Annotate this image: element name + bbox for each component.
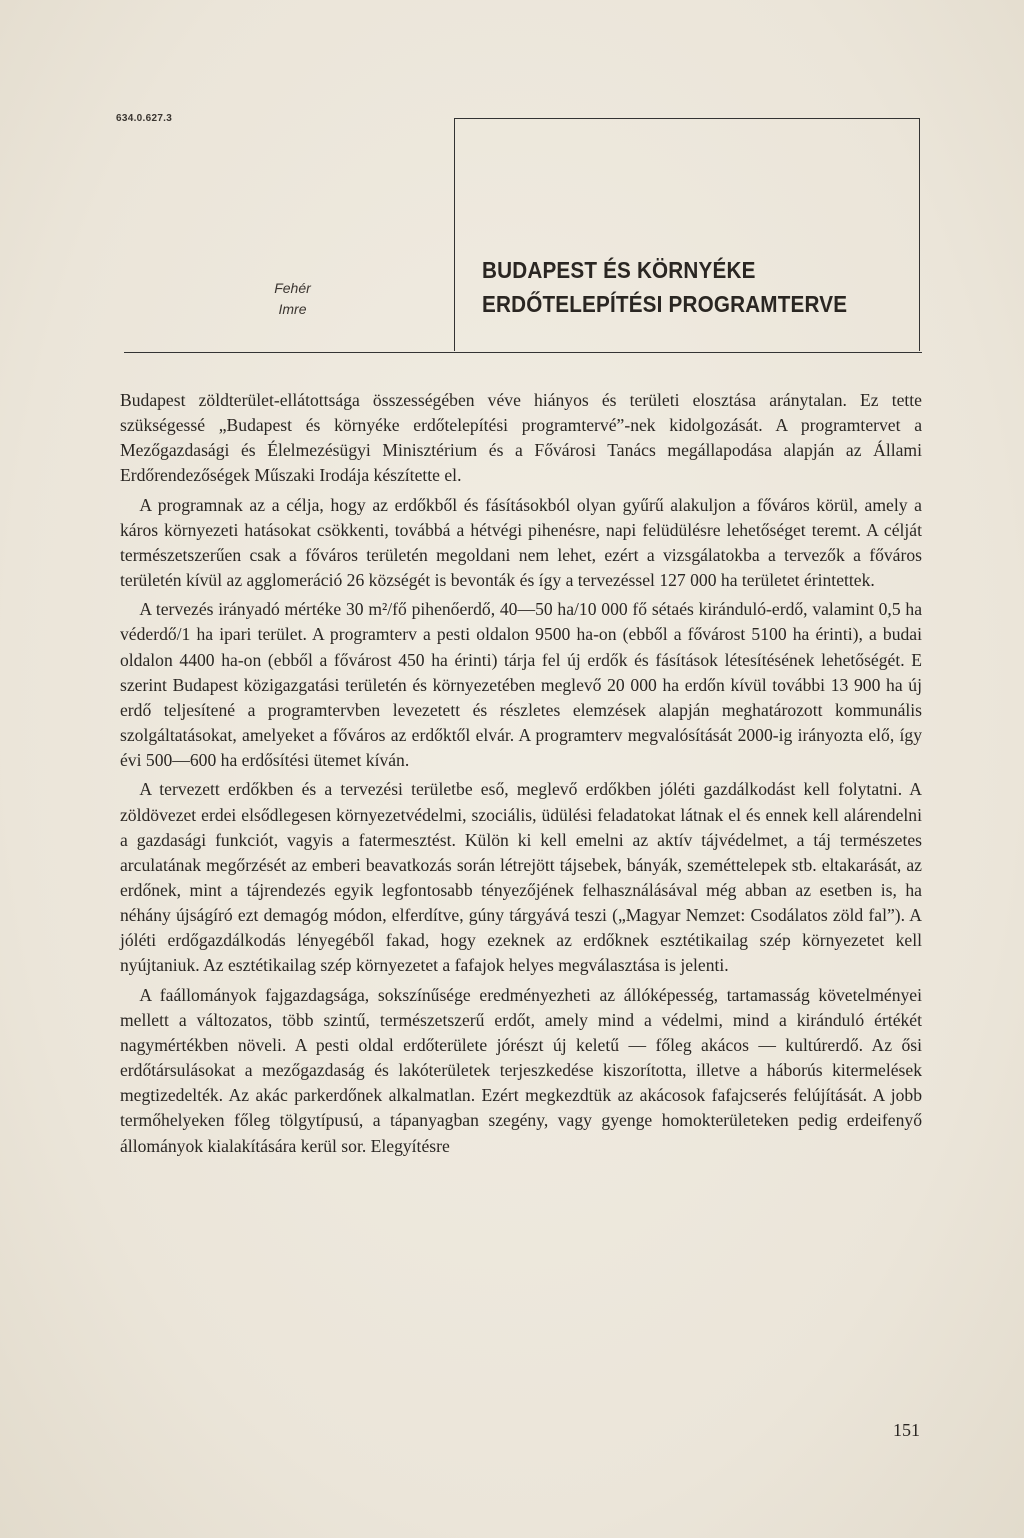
article-title-line-2: ERDŐTELEPÍTÉSI PROGRAMTERVE [482, 291, 848, 317]
paragraph: A tervezés irányadó mértéke 30 m²/fő pihenőerdő, 40—50 ha/10 000 fő sétaés kiránduló-erdő, valamint 0,5 ha véderdő/1 ha ipari terület. A programterv a pesti oldalon 9500 ha-on (ebből a fővárost 5100 ha érinti), a budai oldalon 4400 ha-on (ebből a fővárost 450 ha érinti) tárja fel új erdők és fásítások létesítésének lehetőségét. E szerint Budapest közigazgatási területén és környezetében meglevő 20 000 ha erdőn kívül további 13 900 ha új erdő teljesítené a programtervben levezetett és részletes elemzések alapján meghatározott kommunális szolgáltatásokat, amelyeket a főváros az erdőktől elvár. A programterv megvalósítását 2000-ig irányozta elő, így évi 500—600 ha erdősítési ütemet kíván. [120, 599, 922, 771]
header-divider [124, 352, 922, 353]
paragraph: A faállományok fajgazdagsága, sokszínűsége eredményezheti az állóképesség, tartamasság követelményei mellett a változatos, több szintű, természetszerű erdőt, amely mind a védelmi, mind a kiránduló értékét nagymértékben növeli. A pesti oldal erdőterülete jórészt új keletű — főleg akácos — kultúrerdő. Az ősi erdőtársulásokat a mezőgazdaság és lakóterületek terjeszkedése kiszorította, illetve a háborús kitermelések megtizedelték. Az akác parkerdőnek alkalmatlan. Ezért megkezdtük az akácosok fafajcserés felújítását. A jobb termőhelyeken főleg tölgytípusú, a tápanyagban szegény, vagy gyenge homokterületeken pedig erdeifenyő állományok kialakítására kerül sor. Elegyítésre [120, 984, 922, 1156]
author-name [250, 278, 335, 320]
udc-classification-code: 634.0.627.3 [116, 113, 173, 124]
article-body [120, 388, 922, 1163]
article-title-line-1: BUDAPEST ÉS KÖRNYÉKE [482, 257, 756, 283]
page-number: 151 [893, 1420, 920, 1440]
paragraph: A programnak az a célja, hogy az erdőkből és fásításokból olyan gyűrű alakuljon a főváros körül, amely a káros környezeti hatásokat csökkenti, továbbá a hétvégi pihenésre, napi felüdülésre lehetőséget teremt. A célját természetszerűen csak a főváros területén megoldani nem lehet, ezért a vizsgálatokba a tervezők a főváros területén kívül az agglomeráció 26 községét is bevonták és így a tervezéssel 127 000 ha területet érintettek. [120, 494, 922, 591]
article-title [482, 253, 860, 321]
paragraph: A tervezett erdőkben és a tervezési területbe eső, meglevő erdőkben jóléti gazdálkodást kell folytatni. A zöldövezet erdei elsődlegesen környezetvédelmi, szociális, üdülési feladatokat látnak el és ennek kell alárendelni a gazdasági funkciót, vagyis a fatermesztést. Külön ki kell emelni az aktív tájvédelmet, a táj természetes arculatának megőrzését az emberi beavatkozás során létrejött tájsebek, bányák, szeméttelepek stb. eltakarását, az erdőnek, mint a tájrendezés egyik legfontosabb tényezőjének felhasználásával még abban az esetben is, ha néhány újságíró ezt demagóg módon, elferdítve, gúny tárgyává teszi („Magyar Nemzet: Csodálatos zöld fal”). A jóléti erdőgazdálkodás lényegéből fakad, hogy ezeknek az erdőknek esztétikailag szép környezetet kell nyújtaniuk. Az esztétikailag szép környezetet a fafajok helyes megválasztása is jelenti. [120, 779, 922, 976]
paragraph: Budapest zöldterület-ellátottsága összességében véve hiányos és területi elosztása aránytalan. Ez tette szükségessé „Budapest és környéke erdőtelepítési programtervé”-nek kidolgozását. A programtervet a Mezőgazdasági és Élelmezésügyi Minisztérium és a Fővárosi Tanács megállapodása alapján az Állami Erdőrendezőségek Műszaki Irodája készítette el. [120, 390, 922, 486]
author-last-name: Imre [278, 301, 307, 317]
author-first-name: Fehér [274, 280, 311, 296]
